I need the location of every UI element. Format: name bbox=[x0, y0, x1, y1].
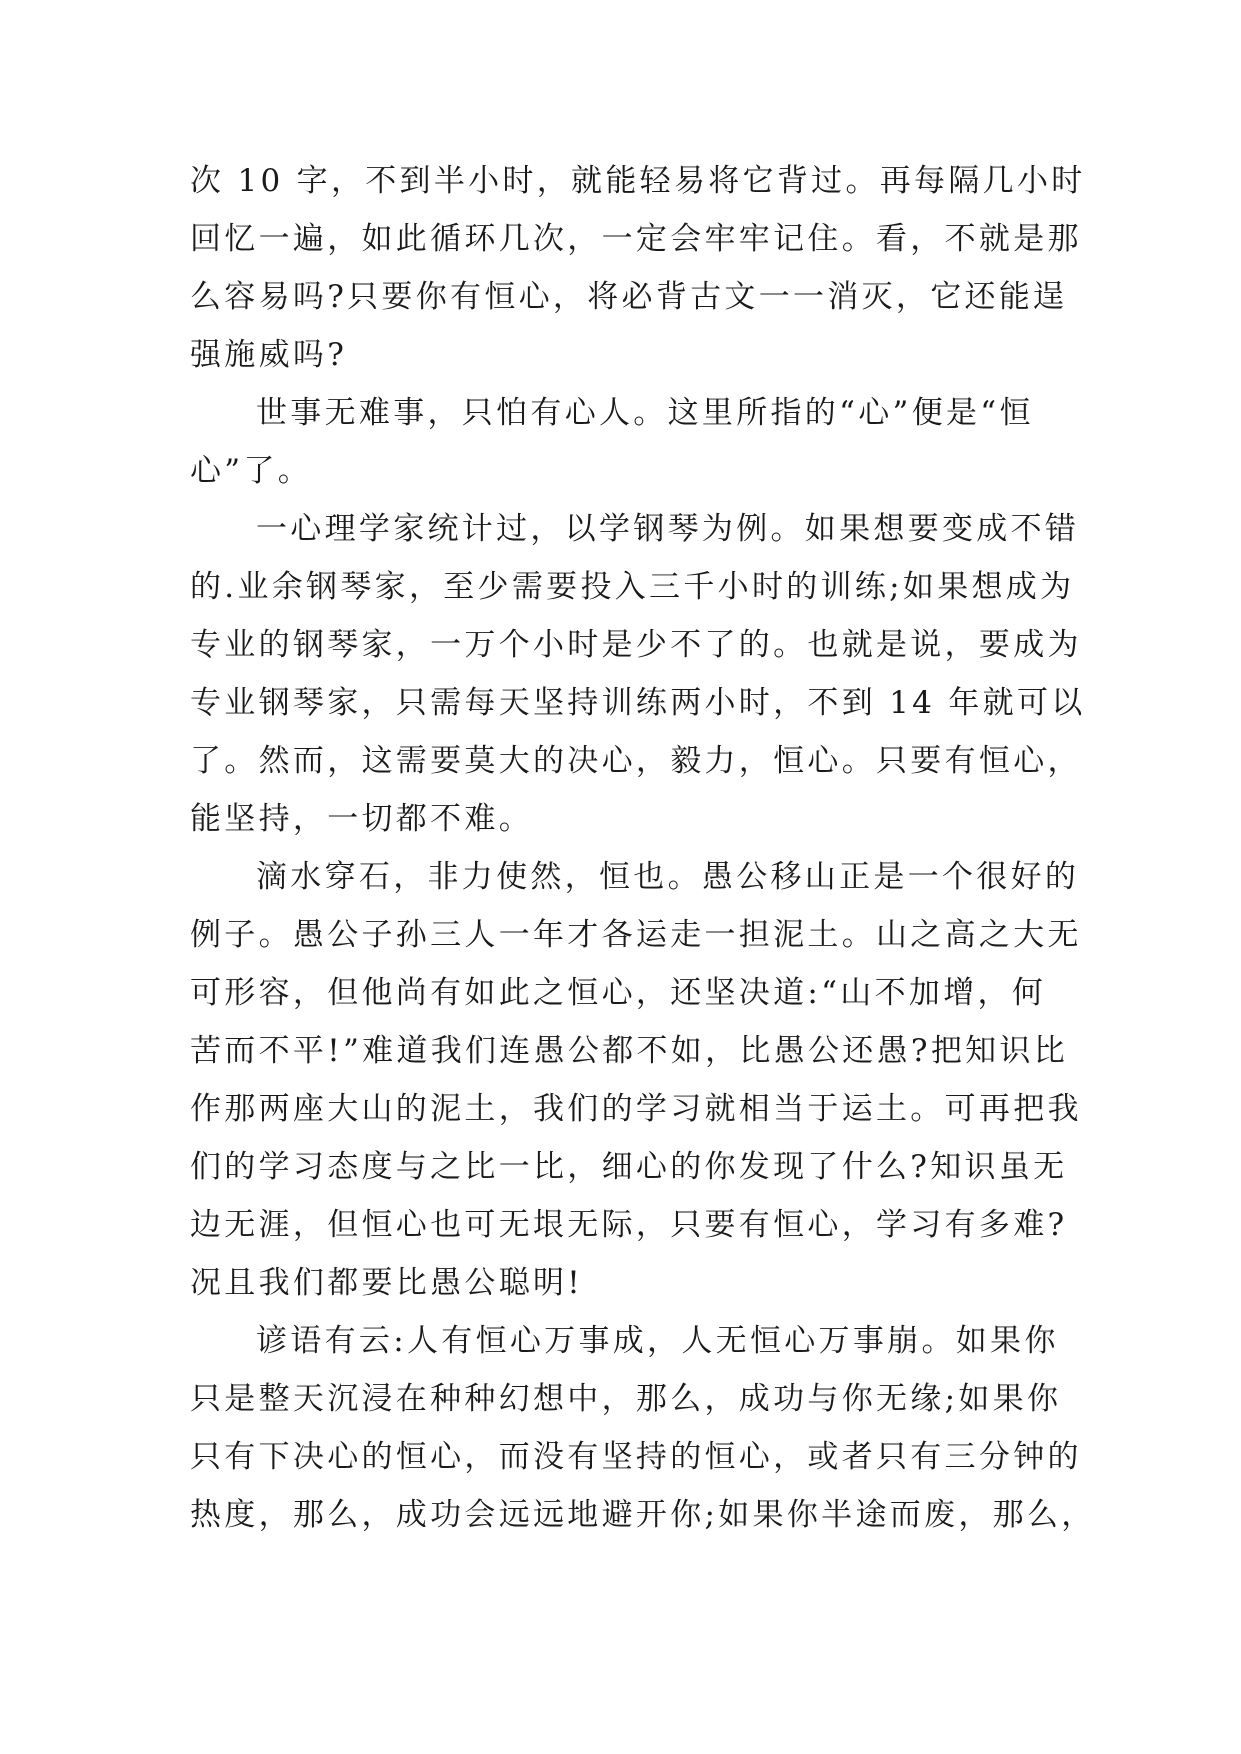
text-line: 了。然而，这需要莫大的决心，毅力，恒心。只要有恒心， bbox=[190, 743, 1082, 779]
text-line: 专业的钢琴家，一万个小时是少不了的。也就是说，要成为 bbox=[190, 627, 1082, 663]
paragraph-first-line: 滴水穿石，非力使然，恒也。愚公移山正是一个很好的 bbox=[256, 859, 1080, 895]
text-line: 只有下决心的恒心，而没有坚持的恒心，或者只有三分钟的 bbox=[190, 1439, 1082, 1475]
text-line: 苦而不平!”难道我们连愚公都不如，比愚公还愚?把知识比 bbox=[190, 1033, 1069, 1069]
text-line: 们的学习态度与之比一比，细心的你发现了什么?知识虽无 bbox=[190, 1149, 1068, 1185]
paragraph-first-line: 世事无难事，只怕有心人。这里所指的“心”便是“恒 bbox=[256, 395, 1034, 431]
text-line: 次 10 字，不到半小时，就能轻易将它背过。再每隔几小时 bbox=[190, 163, 1086, 199]
text-line: 的.业余钢琴家，至少需要投入三千小时的训练;如果想成为 bbox=[190, 569, 1075, 605]
document-body bbox=[190, 152, 1096, 1544]
text-line: 作那两座大山的泥土，我们的学习就相当于运土。可再把我 bbox=[190, 1091, 1082, 1127]
paragraph-first-line: 谚语有云:人有恒心万事成，人无恒心万事崩。如果你 bbox=[256, 1323, 1059, 1359]
text-line: 专业钢琴家，只需每天坚持训练两小时，不到 14 年就可以 bbox=[190, 685, 1086, 721]
text-line: 强施威吗? bbox=[190, 337, 348, 373]
text-line: 只是整天沉浸在种种幻想中，那么，成功与你无缘;如果你 bbox=[190, 1381, 1062, 1417]
text-line: 么容易吗?只要你有恒心，将必背古文一一消灭，它还能逞 bbox=[190, 279, 1068, 315]
text-line: 边无涯，但恒心也可无垠无际，只要有恒心，学习有多难? bbox=[190, 1207, 1068, 1243]
text-line: 回忆一遍，如此循环几次，一定会牢牢记住。看，不就是那 bbox=[190, 221, 1082, 257]
text-line: 例子。愚公子孙三人一年才各运走一担泥土。山之高之大无 bbox=[190, 917, 1082, 953]
text-line: 能坚持，一切都不难。 bbox=[190, 801, 533, 837]
text-line: 热度，那么，成功会远远地避开你;如果你半途而废，那么， bbox=[190, 1497, 1096, 1533]
paragraph-first-line: 一心理学家统计过，以学钢琴为例。如果想要变成不错 bbox=[256, 511, 1080, 547]
text-line: 况且我们都要比愚公聪明! bbox=[190, 1265, 584, 1301]
text-line: 可形容，但他尚有如此之恒心，还坚决道:“山不加增，何 bbox=[190, 975, 1047, 1011]
text-line: 心”了。 bbox=[190, 453, 313, 489]
